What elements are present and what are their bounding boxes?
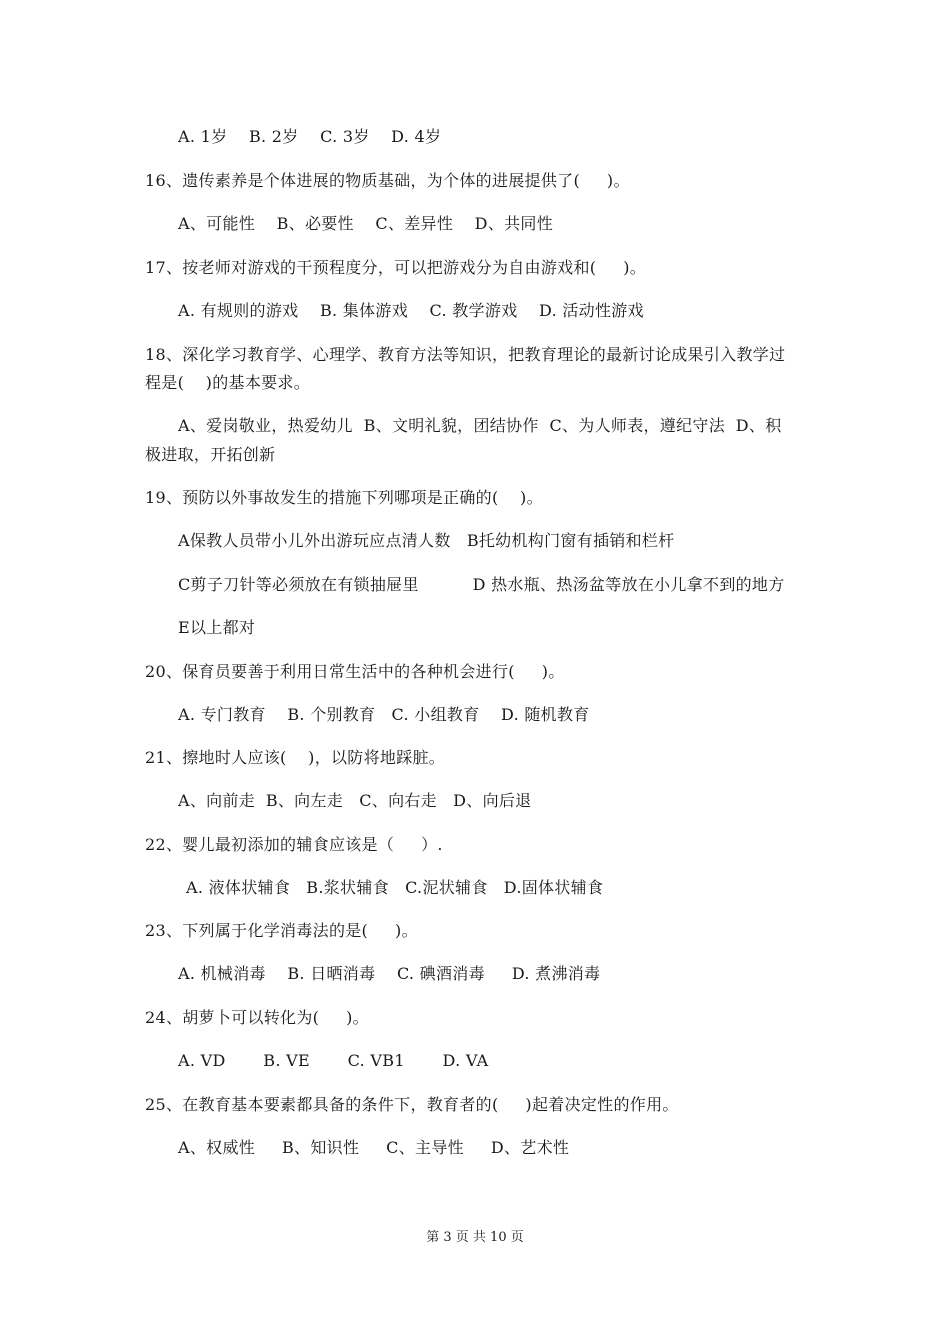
question-22: 22、婴儿最初添加的辅食应该是（ ）. xyxy=(145,835,443,854)
q20-options: A. 专门教育 B. 个别教育 C. 小组教育 D. 随机教育 xyxy=(178,705,590,724)
q21-options: A、向前走 B、向左走 C、向右走 D、向后退 xyxy=(178,791,532,810)
q22-options: A. 液体状辅食 B.浆状辅食 C.泥状辅食 D.固体状辅食 xyxy=(186,878,604,897)
q17-options: A. 有规则的游戏 B. 集体游戏 C. 教学游戏 D. 活动性游戏 xyxy=(178,301,644,320)
q25-options: A、权威性 B、知识性 C、主导性 D、艺术性 xyxy=(178,1138,570,1157)
question-18-line-2: 程是( )的基本要求。 xyxy=(145,373,311,392)
question-18-line-1: 18、深化学习教育学、心理学、教育方法等知识，把教育理论的最新讨论成果引入教学过 xyxy=(145,345,786,364)
question-16: 16、遗传素养是个体进展的物质基础，为个体的进展提供了( )。 xyxy=(145,171,630,190)
q19-option-e: E以上都对 xyxy=(178,618,256,637)
q19-options-c-d: C剪子刀针等必须放在有锁抽屉里 D 热水瓶、热汤盆等放在小儿拿不到的地方 xyxy=(178,575,785,594)
question-19: 19、预防以外事故发生的措施下列哪项是正确的( )。 xyxy=(145,488,543,507)
q18-options-line-1: A、爱岗敬业，热爱幼儿 B、文明礼貌，团结协作 C、为人师表，遵纪守法 D、积 xyxy=(178,416,782,435)
question-23: 23、下列属于化学消毒法的是( )。 xyxy=(145,921,418,940)
q16-options: A、可能性 B、必要性 C、差异性 D、共同性 xyxy=(178,214,554,233)
question-25: 25、在教育基本要素都具备的条件下，教育者的( )起着决定性的作用。 xyxy=(145,1095,679,1114)
q15-options: A. 1岁 B. 2岁 C. 3岁 D. 4岁 xyxy=(178,127,442,146)
q18-options-line-2: 极进取，开拓创新 xyxy=(145,445,276,464)
q23-options: A. 机械消毒 B. 日晒消毒 C. 碘酒消毒 D. 煮沸消毒 xyxy=(178,964,601,983)
question-24: 24、胡萝卜可以转化为( )。 xyxy=(145,1008,369,1027)
question-21: 21、擦地时人应该( )，以防将地踩脏。 xyxy=(145,748,446,767)
page-number-footer: 第 3 页 共 10 页 xyxy=(426,1230,524,1245)
question-17: 17、按老师对游戏的干预程度分，可以把游戏分为自由游戏和( )。 xyxy=(145,258,647,277)
question-20: 20、保育员要善于利用日常生活中的各种机会进行( )。 xyxy=(145,662,565,681)
q24-options: A. VD B. VE C. VB1 D. VA xyxy=(178,1051,489,1070)
q19-options-a-b: A保教人员带小儿外出游玩应点清人数 B托幼机构门窗有插销和栏杆 xyxy=(178,531,675,550)
